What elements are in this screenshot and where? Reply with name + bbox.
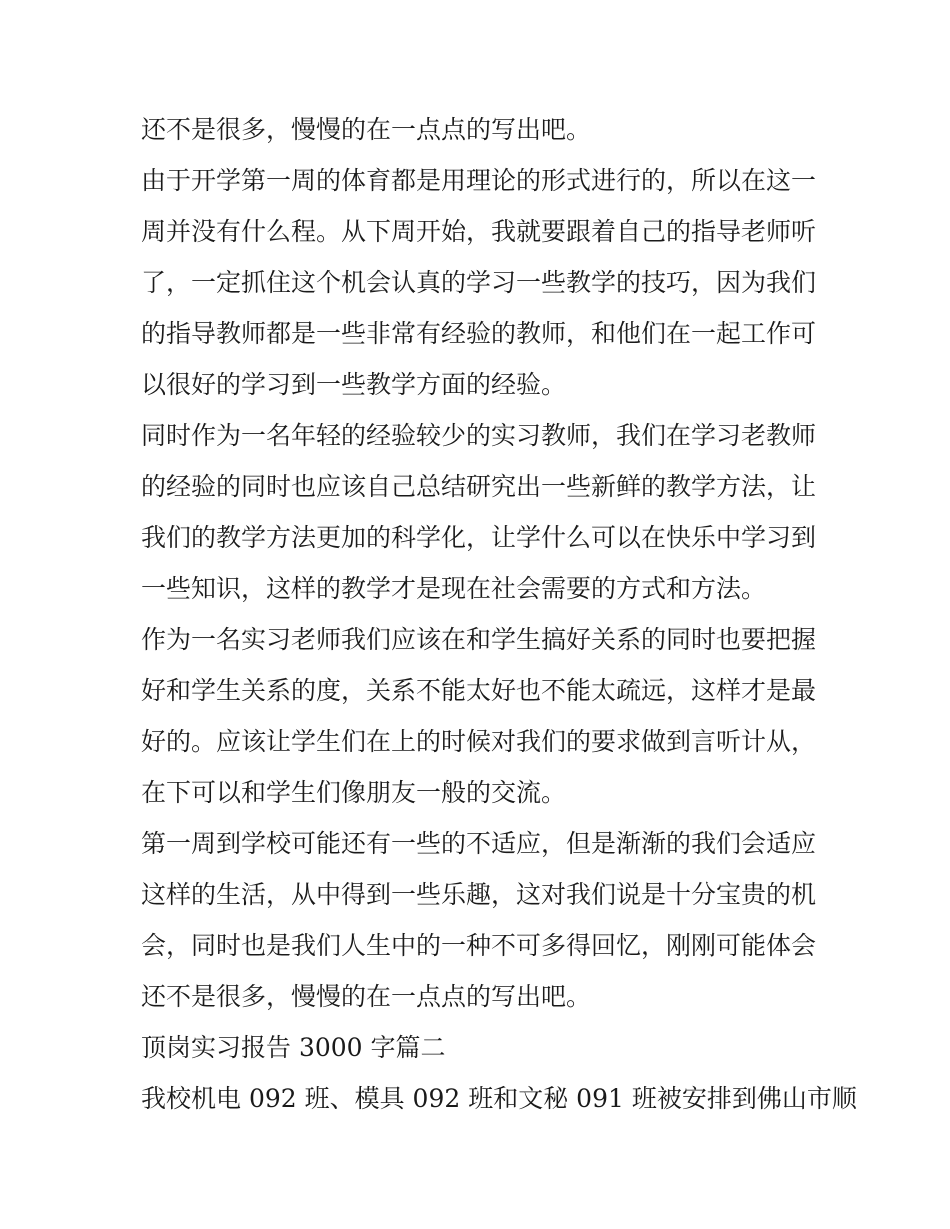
text-line-14: 在下可以和学生们像朋友一般的交流。 [141, 778, 567, 807]
text-line-15: 第一周到学校可能还有一些的不适应，但是渐渐的我们会适应 [141, 829, 817, 858]
text-line-16: 这样的生活，从中得到一些乐趣，这对我们说是十分宝贵的机 [141, 880, 817, 909]
text-line-11: 作为一名实习老师我们应该在和学生搞好关系的同时也要把握 [141, 625, 817, 654]
text-line-3: 周并没有什么程。从下周开始，我就要跟着自己的指导老师听 [141, 217, 817, 246]
document-body [141, 104, 857, 1124]
text-line-1: 还不是很多，慢慢的在一点点的写出吧。 [141, 115, 592, 144]
text-line-4: 了，一定抓住这个机会认真的学习一些教学的技巧，因为我们 [141, 268, 817, 297]
text-line-12: 好和学生关系的度，关系不能太好也不能太疏远，这样才是最 [141, 676, 817, 705]
text-line-8: 的经验的同时也应该自己总结研究出一些新鲜的教学方法，让 [141, 472, 817, 501]
text-line-10: 一些知识，这样的教学才是现在社会需要的方式和方法。 [141, 574, 767, 603]
section-heading: 顶岗实习报告 3000 字篇二 [141, 1033, 446, 1062]
text-line-2: 由于开学第一周的体育都是用理论的形式进行的，所以在这一 [141, 166, 817, 195]
text-line-18: 还不是很多，慢慢的在一点点的写出吧。 [141, 982, 592, 1011]
text-line-9: 我们的教学方法更加的科学化，让学什么可以在快乐中学习到 [141, 523, 817, 552]
text-line-5: 的指导教师都是一些非常有经验的教师，和他们在一起工作可 [141, 319, 817, 348]
text-line-6: 以很好的学习到一些教学方面的经验。 [141, 370, 567, 399]
text-line-13: 好的。应该让学生们在上的时候对我们的要求做到言听计从， [141, 727, 817, 756]
text-line-17: 会，同时也是我们人生中的一种不可多得回忆，刚刚可能体会 [141, 931, 817, 960]
text-line-20: 我校机电 092 班、模具 092 班和文秘 091 班被安排到佛山市顺 [141, 1084, 857, 1113]
text-line-7: 同时作为一名年轻的经验较少的实习教师，我们在学习老教师 [141, 421, 817, 450]
